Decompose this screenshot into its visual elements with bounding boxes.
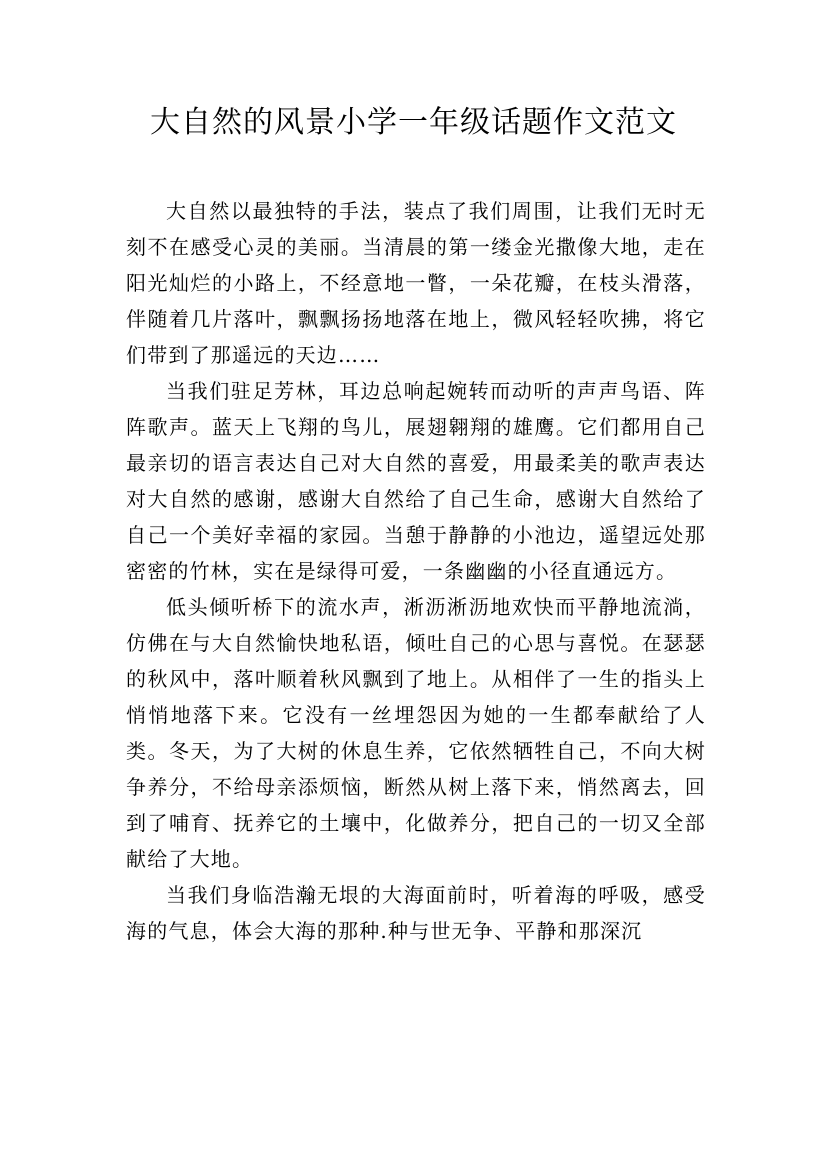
document-title: 大自然的风景小学一年级话题作文范文 [150,105,677,140]
paragraph-1: 大自然以最独特的手法，装点了我们周围，让我们无时无刻不在感受心灵的美丽。当清晨的第一缕金光撒像大地，走在阳光灿烂的小路上，不经意地一瞥，一朵花瓣，在枝头滑落，伴随着几片落叶，飘飘扬扬地落在地上，微风轻轻吹拂，将它们带到了那遥远的天边…… [126,199,706,367]
paragraph-3: 低头倾听桥下的流水声，淅沥淅沥地欢快而平静地流淌，仿佛在与大自然愉快地私语，倾吐自己的心思与喜悦。在瑟瑟的秋风中，落叶顺着秋风飘到了地上。从相伴了一生的指头上悄悄地落下来。它没有一丝埋怨因为她的一生都奉献给了人类。冬天，为了大树的休息生养，它依然牺牲自己，不向大树争养分，不给母亲添烦恼，断然从树上落下来，悄然离去，回到了哺育、抚养它的土壤中，化做养分，把自己的一切又全部献给了大地。 [126,595,706,871]
document-body [126,193,706,949]
paragraph-2: 当我们驻足芳林，耳边总响起婉转而动听的声声鸟语、阵阵歌声。蓝天上飞翔的鸟儿，展翅翱翔的雄鹰。它们都用自己最亲切的语言表达自己对大自然的喜爱，用最柔美的歌声表达对大自然的感谢，感谢大自然给了自己生命，感谢大自然给了自己一个美好幸福的家园。当憩于静静的小池边，遥望远处那密密的竹林，实在是绿得可爱，一条幽幽的小径直通远方。 [126,379,706,583]
paragraph-4: 当我们身临浩瀚无垠的大海面前时，听着海的呼吸，感受海的气息，体会大海的那种.种与世无争、平静和那深沉 [126,883,706,943]
